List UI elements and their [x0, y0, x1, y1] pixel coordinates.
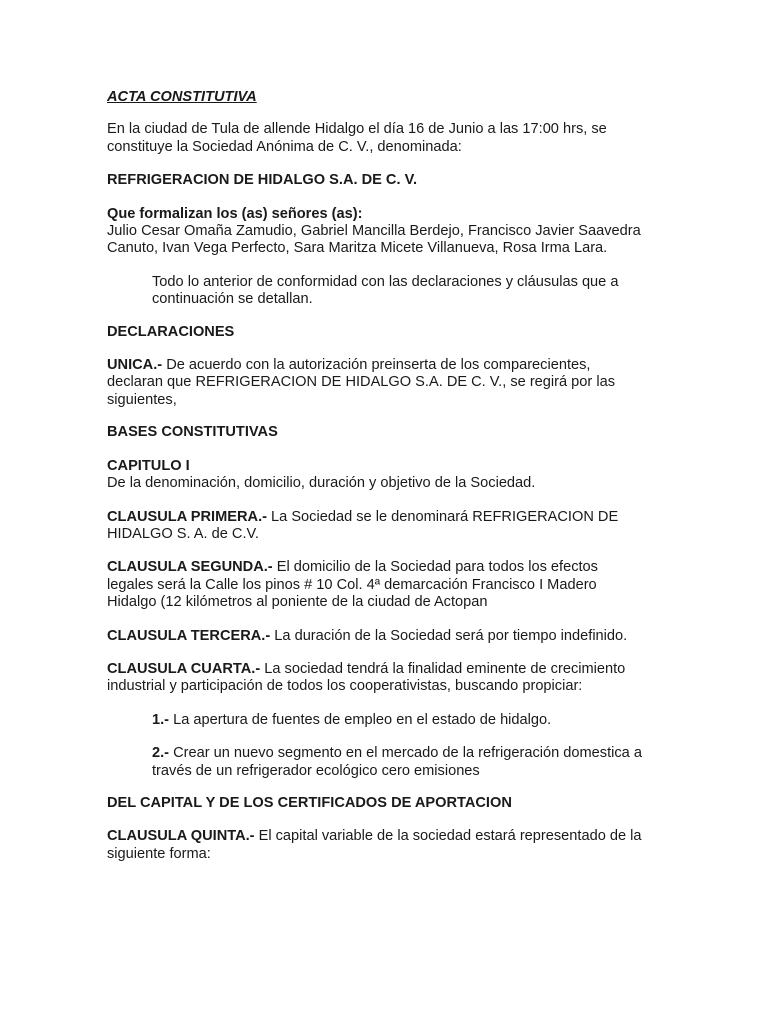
item-2-line-2: través de un refrigerador ecológico cero emisiones — [152, 762, 480, 779]
intro-paragraph — [107, 121, 667, 156]
clausula-quinta-line-2: siguiente forma: — [107, 845, 211, 862]
clausula-cuarta-line-1: La sociedad tendrá la finalidad eminente de crecimiento — [260, 660, 626, 677]
clausula-tercera — [107, 628, 667, 645]
company-name: REFRIGERACION DE HIDALGO S.A. DE C. V. — [107, 172, 418, 189]
clausula-segunda-line-2: legales será la Calle los pinos # 10 Col. 4ª demarcación Francisco I Madero — [107, 576, 597, 593]
capitulo-text: De la denominación, domicilio, duración y objetivo de la Sociedad. — [107, 475, 536, 492]
unica-paragraph — [107, 357, 667, 409]
clausula-primera-line-1: La Sociedad se le denominará REFRIGERACION DE — [266, 508, 619, 525]
item-2-line-1: Crear un nuevo segmento en el mercado de la refrigeración domestica a — [169, 745, 642, 762]
list-item-2 — [107, 745, 667, 780]
clausula-cuarta-label: CLAUSULA CUARTA.- — [107, 660, 261, 677]
founders-paragraph — [107, 206, 667, 258]
clausula-primera-line-2: HIDALGO S. A. de C.V. — [107, 525, 259, 542]
list-item-1 — [107, 712, 667, 729]
clausula-primera — [107, 509, 667, 544]
clausula-cuarta — [107, 661, 667, 696]
intro-line-2: constituye la Sociedad Anónima de C. V., denominada: — [107, 138, 462, 155]
item-1-text: La apertura de fuentes de empleo en el estado de hidalgo. — [169, 711, 552, 728]
unica-line-3: siguientes, — [107, 391, 177, 408]
clausula-cuarta-line-2: industrial y participación de todos los cooperativistas, buscando propiciar: — [107, 678, 583, 695]
document-title: ACTA CONSTITUTIVA — [107, 89, 257, 105]
founders-line-1: Julio Cesar Omaña Zamudio, Gabriel Mancilla Berdejo, Francisco Javier Saavedra — [107, 223, 641, 240]
unica-label: UNICA.- — [107, 357, 163, 374]
founders-line-2: Canuto, Ivan Vega Perfecto, Sara Maritza Micete Villanueva, Rosa Irma Lara. — [107, 240, 608, 257]
conformity-line-2: continuación se detallan. — [152, 291, 313, 308]
clausula-quinta-label: CLAUSULA QUINTA.- — [107, 828, 255, 845]
clausula-tercera-line-1: La duración de la Sociedad será por tiempo indefinido. — [270, 627, 628, 644]
capitulo-paragraph — [107, 458, 667, 493]
bases-heading: BASES CONSTITUTIVAS — [107, 424, 278, 441]
clausula-primera-label: CLAUSULA PRIMERA.- — [107, 508, 267, 525]
item-2-label: 2.- — [152, 745, 170, 762]
clausula-quinta — [107, 828, 667, 863]
unica-line-1: De acuerdo con la autorización preinserta de los comparecientes, — [162, 357, 591, 374]
clausula-quinta-line-1: El capital variable de la sociedad estará representado de la — [254, 828, 642, 845]
clausula-segunda-line-1: El domicilio de la Sociedad para todos los efectos — [272, 559, 598, 576]
clausula-segunda-label: CLAUSULA SEGUNDA.- — [107, 559, 273, 576]
unica-line-2: declaran que REFRIGERACION DE HIDALGO S.A. DE C. V., se regirá por las — [107, 374, 615, 391]
capital-heading: DEL CAPITAL Y DE LOS CERTIFICADOS DE APORTACION — [107, 794, 512, 811]
founders-heading: Que formalizan los (as) señores (as): — [107, 205, 363, 222]
clausula-segunda — [107, 559, 667, 611]
conformity-paragraph — [107, 274, 667, 309]
conformity-line-1: Todo lo anterior de conformidad con las declaraciones y cláusulas que a — [152, 273, 619, 290]
document-body — [107, 89, 667, 863]
clausula-tercera-label: CLAUSULA TERCERA.- — [107, 627, 271, 644]
declaraciones-heading: DECLARACIONES — [107, 323, 235, 340]
intro-line-1: En la ciudad de Tula de allende Hidalgo el día 16 de Junio a las 17:00 hrs, se — [107, 121, 607, 138]
capitulo-heading: CAPITULO I — [107, 457, 190, 474]
clausula-segunda-line-3: Hidalgo (12 kilómetros al poniente de la ciudad de Actopan — [107, 594, 488, 611]
item-1-label: 1.- — [152, 711, 170, 728]
